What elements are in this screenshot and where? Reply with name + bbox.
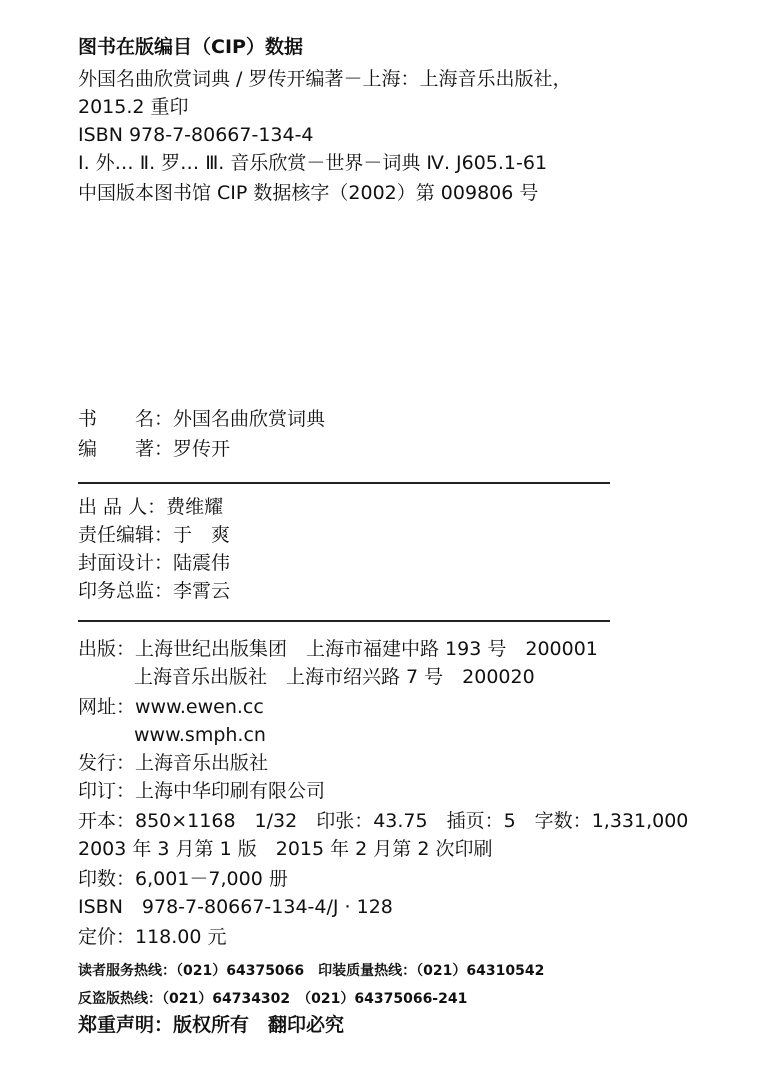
printer-label: 印订：: [78, 780, 136, 802]
website-label: 网址：: [78, 696, 136, 718]
cip-isbn-line: ISBN 978-7-80667-134-4: [78, 124, 314, 146]
website-row-1: [78, 696, 264, 718]
book-title-value: 外国名曲欣赏词典: [173, 408, 326, 430]
staff-cover-row: [78, 552, 230, 574]
book-author-value: 罗传开: [173, 438, 231, 460]
printer-row: [78, 780, 325, 802]
hotline-row-1: 读者服务热线：（021）64375066 印装质量热线：（021）64310542: [78, 963, 545, 979]
staff-print-label: 印务总监：: [78, 580, 174, 602]
staff-print-row: [78, 580, 230, 602]
cip-heading: 图书在版编目（CIP）数据: [78, 36, 303, 58]
staff-editor-label: 责任编辑：: [78, 524, 174, 546]
distributor-label: 发行：: [78, 752, 136, 774]
publisher-group: 上海世纪出版集团 上海市福建中路 193 号 200001: [135, 638, 598, 660]
staff-producer-row: [78, 496, 223, 518]
distributor-value: 上海音乐出版社: [135, 752, 269, 774]
publisher-label: 出版：: [78, 638, 136, 660]
staff-print-value: 李霄云: [173, 580, 231, 602]
staff-editor-row: [78, 524, 230, 546]
copyright-notice: 郑重声明：版权所有 翻印必究: [78, 1014, 345, 1036]
printer-value: 上海中华印刷有限公司: [135, 780, 326, 802]
publisher-row-1: [78, 638, 598, 660]
staff-cover-value: 陆震伟: [173, 552, 231, 574]
cip-classification-line: Ⅰ. 外… Ⅱ. 罗… Ⅲ. 音乐欣赏－世界－词典 Ⅳ. J605.1-61: [78, 152, 548, 174]
book-author-label: 编 著：: [78, 438, 174, 460]
website-link-ewen[interactable]: www.ewen.cc: [135, 696, 264, 718]
cip-title-line: 外国名曲欣赏词典 / 罗传开编著－上海：上海音乐出版社，: [78, 68, 572, 90]
staff-producer-label: 出 品 人：: [78, 496, 167, 518]
book-author-row: [78, 438, 230, 460]
publisher-row-2: 上海音乐出版社 上海市绍兴路 7 号 200020: [134, 666, 535, 688]
book-title-label: 书 名：: [78, 408, 174, 430]
edition-row: 2003 年 3 月第 1 版 2015 年 2 月第 2 次印刷: [78, 838, 493, 860]
book-title-row: [78, 408, 325, 430]
staff-cover-label: 封面设计：: [78, 552, 174, 574]
price-row: 定价：118.00 元: [78, 926, 227, 948]
isbn-row: ISBN 978-7-80667-134-4/J · 128: [78, 896, 393, 918]
print-run-row: 印数：6,001－7,000 册: [78, 868, 288, 890]
cip-record-line: 中国版本图书馆 CIP 数据核字（2002）第 009806 号: [78, 182, 539, 204]
staff-editor-value: 于 爽: [173, 524, 231, 546]
website-link-smph[interactable]: www.smph.cn: [134, 724, 266, 746]
format-row: 开本：850×1168 1/32 印张：43.75 插页：5 字数：1,331,000: [78, 810, 689, 832]
divider-bottom: [78, 620, 610, 622]
hotline-row-2: 反盗版热线：（021）64734302 （021）64375066-241: [78, 991, 468, 1007]
distributor-row: [78, 752, 268, 774]
staff-producer-value: 费维耀: [166, 496, 224, 518]
cip-reprint-line: 2015.2 重印: [78, 96, 189, 118]
divider-top: [78, 482, 610, 484]
